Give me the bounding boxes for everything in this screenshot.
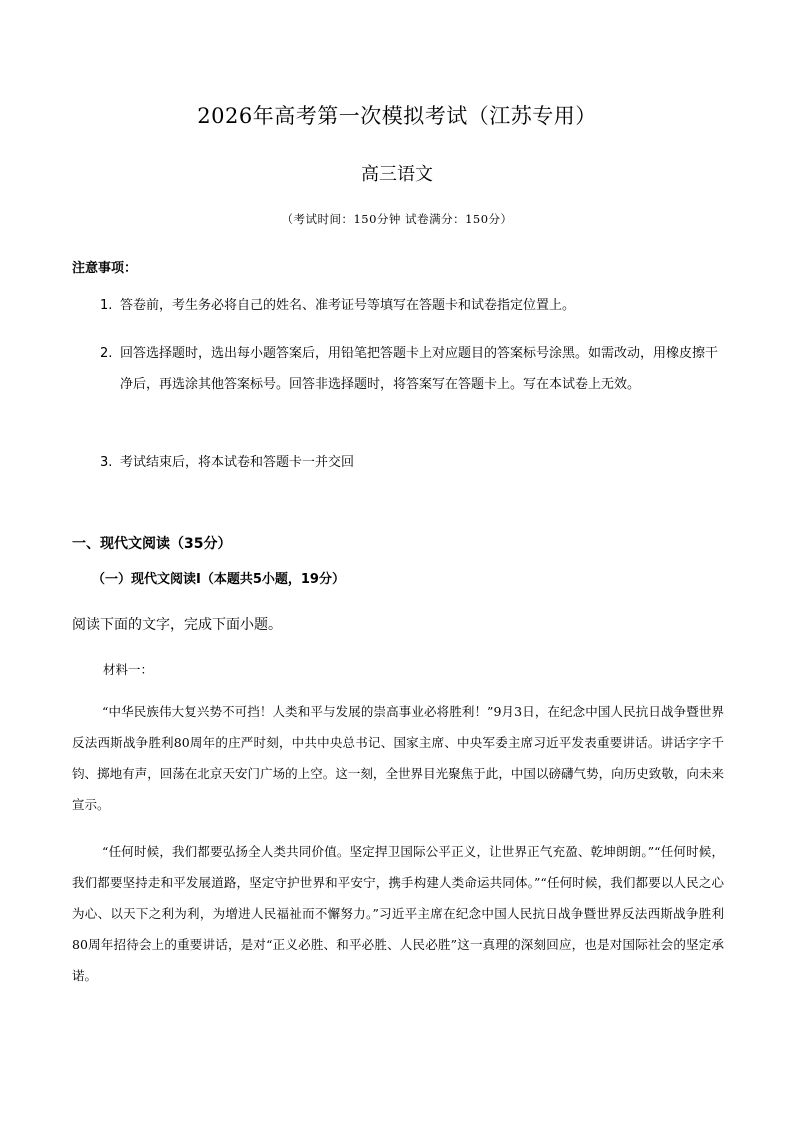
exam-title: 2026年高考第一次模拟考试（江苏专用） (197, 104, 597, 128)
exam-subject: 高三语文 (361, 164, 433, 185)
notice-item-3 (100, 447, 730, 478)
notice-item-number: 3. (100, 455, 113, 470)
notice-title: 注意事项： (72, 261, 138, 276)
material-label: 材料一： (103, 662, 154, 677)
notice-item-2 (100, 338, 730, 400)
reading-instruction: 阅读下面的文字，完成下面小题。 (72, 617, 282, 633)
material-paragraph-2: “任何时候，我们都要弘扬全人类共同价值。坚定捍卫国际公平正义，让世界正气充盈、乾坤朗朗。”“任何时候，我们都要坚持走和平发展道路，坚定守护世界和平安宁，携手构建人类命运共同体。”“任何时候，我们都要以人民之心为心、以天下之利为利，为增进人民福祉而不懈努力。”习近平主席在纪念中国人民抗日战争暨世界反法西斯战争胜利80周年招待会上的重要讲话，是对“正义必胜、和平必胜、人民必胜”这一真理的深刻回应，也是对国际社会的坚定承诺。 (72, 844, 724, 983)
notice-item-number: 2. (100, 346, 113, 361)
material-paragraph-1: “中华民族伟大复兴势不可挡！人类和平与发展的崇高事业必将胜利！”9月3日，在纪念中国人民抗日战争暨世界反法西斯战争胜利80周年的庄严时刻，中共中央总书记、国家主席、中央军委主席习近平发表重要讲话。讲话字字千钧、掷地有声，回荡在北京天安门广场的上空。这一刻，全世界目光聚焦于此，中国以磅礴气势，向历史致敬，向未来宣示。 (72, 704, 724, 812)
notice-item-text: 考试结束后，将本试卷和答题卡一并交回 (120, 455, 355, 470)
section-title: 一、现代文阅读（35分） (72, 536, 232, 552)
notice-item-number: 1. (100, 298, 113, 313)
notice-item-text: 回答选择题时，选出每小题答案后，用铅笔把答题卡上对应题目的答案标号涂黑。如需改动，用橡皮擦干净后，再选涂其他答案标号。回答非选择题时，将答案写在答题卡上。写在本试卷上无效。 (120, 346, 719, 392)
notice-item-text: 答卷前，考生务必将自己的姓名、准考证号等填写在答题卡和试卷指定位置上。 (120, 298, 576, 313)
sub-section-title: （一）现代文阅读Ⅰ（本题共5小题，19分） (92, 572, 345, 587)
exam-meta: （考试时间：150分钟 试卷满分：150分） (281, 212, 513, 226)
notice-item-1 (100, 290, 730, 321)
